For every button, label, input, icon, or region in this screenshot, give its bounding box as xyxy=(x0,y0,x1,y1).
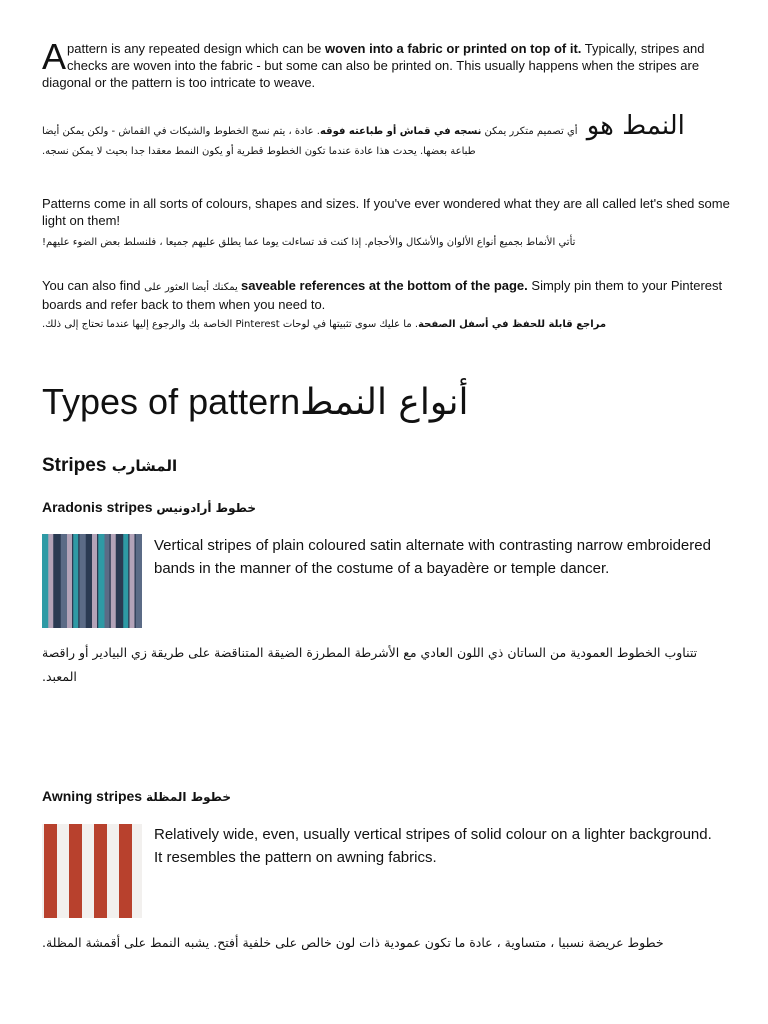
aradonis-band xyxy=(92,534,97,628)
intro-arabic-text-2: . عادة ، يتم نسج الخطوط والشيكات في القماش - ولكن يمكن أيضا طباعة بعضها. يحدث هذا عادة عندما تكون الخطوط قطرية أو يكون النمط معقدا جدا بحيث لا يمكن نسجه. xyxy=(42,126,476,157)
aradonis-heading-ar: خطوط أرادونيس xyxy=(156,501,256,515)
intro-text-2: Typically, stripes and checks are woven into the fabric - but some can also be printed on. This usually happens when the stripes are diagonal or the pattern is too intricate to weave. xyxy=(42,41,705,90)
awning-heading xyxy=(42,786,231,807)
paragraph-2: Patterns come in all sorts of colours, shapes and sizes. If you've ever wondered what they are all called let's shed some light on them! xyxy=(42,196,730,228)
aradonis-description: Vertical stripes of plain coloured satin alternate with contrasting narrow embroidered bands in the manner of the costume of a bayadère or temple dancer. xyxy=(154,537,711,577)
stripes-heading-ar: المشارب xyxy=(111,457,178,475)
aradonis-swatch-image xyxy=(42,534,142,628)
aradonis-heading-en: Aradonis stripes xyxy=(42,499,153,515)
aradonis-band xyxy=(73,534,78,628)
paragraph-3-text-2: Simply pin them to your Pinterest boards and refer back to them when you need to. xyxy=(42,278,723,312)
aradonis-band xyxy=(111,534,116,628)
awning-band xyxy=(94,824,107,918)
aradonis-band xyxy=(130,534,135,628)
paragraph-3-text-1: You can also find xyxy=(42,278,145,293)
awning-band xyxy=(69,824,82,918)
intro-arabic-bold: نسجه في قماش أو طباعته فوقه xyxy=(319,126,482,137)
stripes-heading xyxy=(42,454,177,478)
awning-swatch-image xyxy=(42,824,142,918)
aradonis-description-arabic: تتناوب الخطوط العمودية من الساتان ذي اللون العادي مع الأشرطة المطرزة الضيقة المتناقضة على طريقة زي البيادير أو راقصة المعبد. xyxy=(42,645,698,684)
aradonis-stripe-swatch xyxy=(42,534,142,628)
aradonis-band xyxy=(105,534,110,628)
drop-cap: A xyxy=(42,36,67,77)
intro-arabic xyxy=(42,111,702,162)
aradonis-band xyxy=(55,534,60,628)
intro-arabic-text-1: أي تصميم متكرر يمكن xyxy=(481,126,578,137)
intro-arabic-heading: النمط هو xyxy=(586,111,685,141)
paragraph-2-arabic: تأتي الأنماط بجميع أنواع الألوان والأشكال والأحجام. إذا كنت قد تساءلت يوما عما يطلق عليهم جميعا ، فلنسلط بعض الضوء عليهم! xyxy=(42,237,576,248)
awning-description-arabic: خطوط عريضة نسبيا ، متساوية ، عادة ما تكون عمودية ذات لون خالص على خلفية أفتح. يشبه النمط على أقمشة المظلة. xyxy=(42,935,664,950)
awning-heading-en: Awning stripes xyxy=(42,788,143,804)
awning-heading-ar: خطوط المظلة xyxy=(145,790,232,804)
section-title-ar: أنواع النمط xyxy=(300,382,469,423)
awning-description: Relatively wide, even, usually vertical stripes of solid colour on a lighter background. It resembles the pattern on awning fabrics. xyxy=(154,826,712,866)
aradonis-band xyxy=(67,534,72,628)
section-title-en: Types of pattern xyxy=(42,381,301,422)
aradonis-band xyxy=(123,534,128,628)
aradonis-band xyxy=(86,534,91,628)
paragraph-3-bold: saveable references at the bottom of the page. xyxy=(240,278,528,293)
paragraph-3-arabic-inline: يمكنك أيضا العثور على xyxy=(144,282,241,293)
intro-paragraph xyxy=(42,36,732,91)
section-title xyxy=(42,380,469,425)
aradonis-heading xyxy=(42,497,256,518)
aradonis-band xyxy=(136,534,142,628)
awning-stripe-swatch xyxy=(42,824,142,918)
awning-band xyxy=(119,824,132,918)
paragraph-3-arabic-text: . ما عليك سوى تثبيتها في لوحات Pinterest الخاصة بك والرجوع إليها عندما تحتاج إلى ذلك. xyxy=(42,319,419,330)
aradonis-band xyxy=(48,534,53,628)
intro-text-1: pattern is any repeated design which can be xyxy=(67,41,326,56)
intro-bold: woven into a fabric or printed on top of it. xyxy=(325,41,582,56)
paragraph-3 xyxy=(42,277,732,313)
awning-band xyxy=(44,824,57,918)
stripes-heading-en: Stripes xyxy=(42,455,107,476)
paragraph-3-arabic xyxy=(42,315,722,335)
paragraph-3-arabic-bold: مراجع قابلة للحفظ في أسفل الصفحة xyxy=(418,319,607,330)
